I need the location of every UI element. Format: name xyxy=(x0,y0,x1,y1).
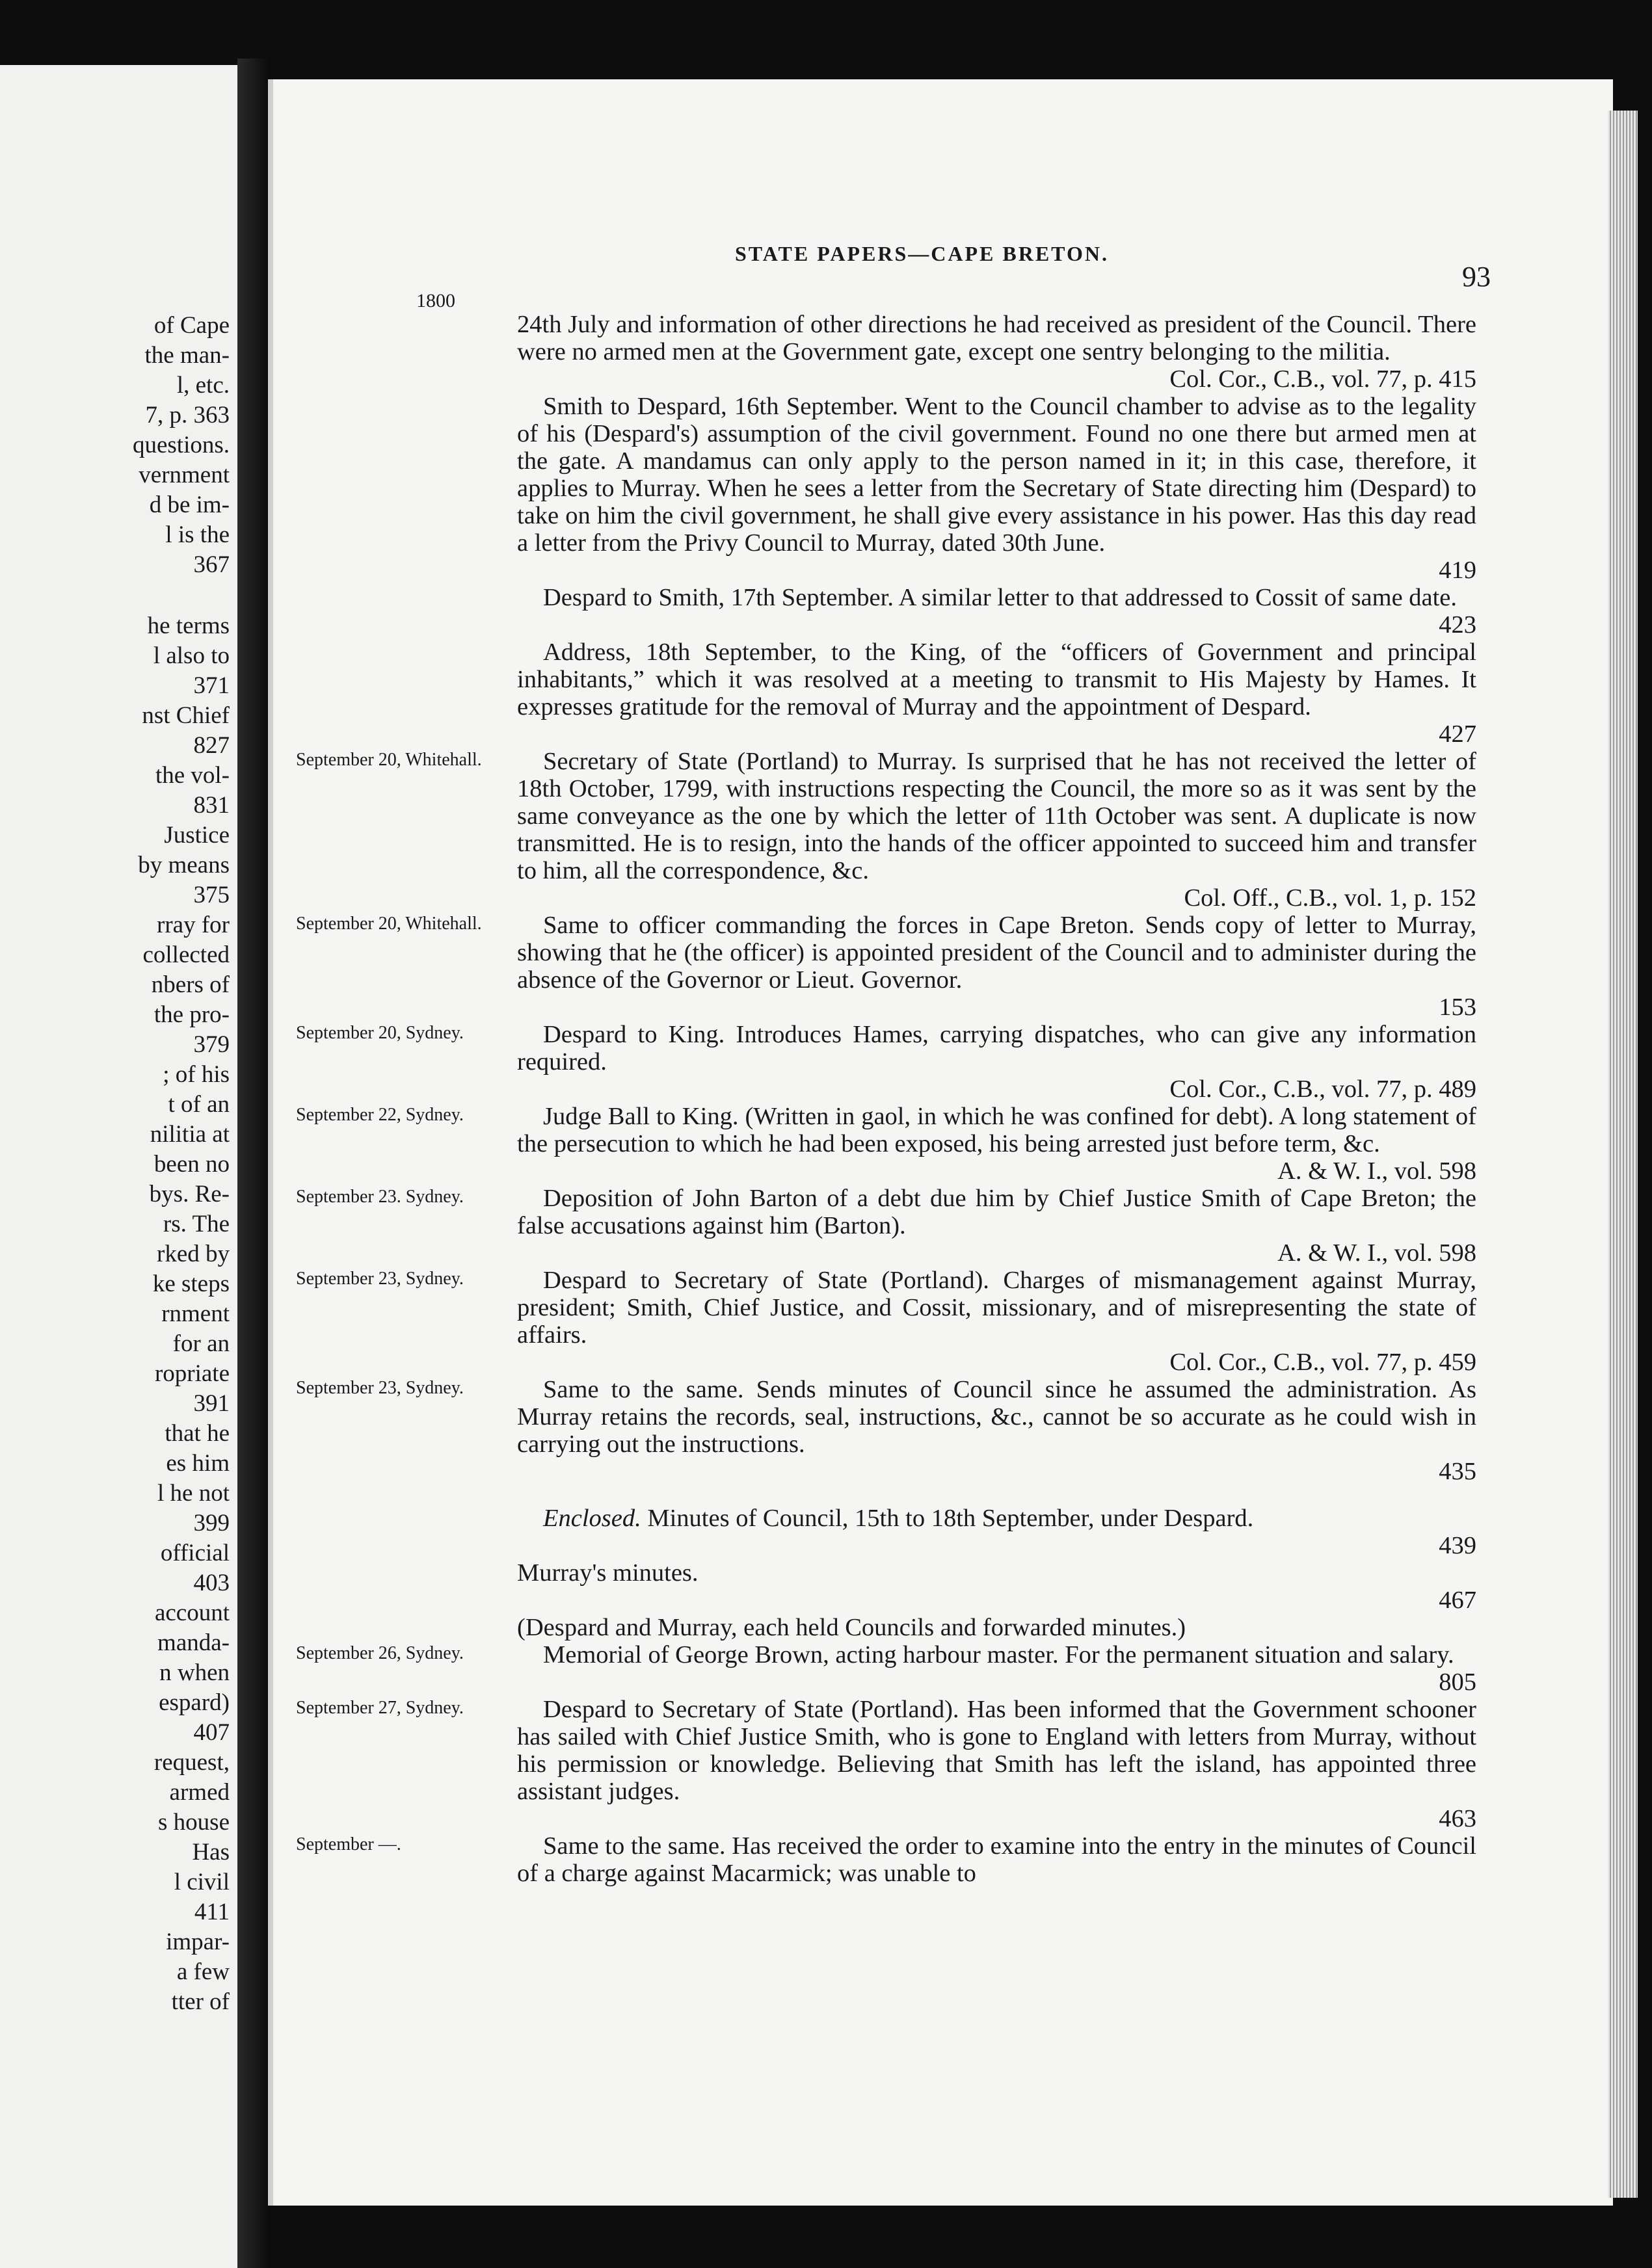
entry-date: September 23, Sydney. xyxy=(296,1269,464,1289)
enclosed-line: Murray's minutes. xyxy=(517,1559,699,1587)
left-page-fragment: collected xyxy=(142,942,230,968)
calendar-entry xyxy=(296,912,1476,1021)
entry-reference: 423 xyxy=(1439,611,1476,639)
left-page-fragment: ; of his xyxy=(163,1061,230,1088)
entry-text: Same to the same. Sends minutes of Council since he assumed the administration. As Murray retains the records, seal, instructions, &c., cannot be so accurate as he could wish in carrying out the instructions. xyxy=(517,1376,1476,1458)
left-page-fragment: the man- xyxy=(144,342,230,369)
entry-text: Judge Ball to King. (Written in gaol, in which he was confined for debt). A long statement of the persecution to which he had been exposed, his being arrested just before term, &c. xyxy=(517,1103,1476,1157)
left-page-fragment: 407 xyxy=(193,1719,230,1746)
left-page-fragment: official xyxy=(160,1540,230,1566)
left-page-fragment: he terms xyxy=(147,613,230,639)
left-page-fragment: rray for xyxy=(157,912,230,938)
entry-reference: Col. Cor., C.B., vol. 77, p. 459 xyxy=(1169,1349,1476,1376)
calendar-entry xyxy=(517,393,1476,584)
left-page-fragment: l is the xyxy=(165,521,230,548)
enclosed-reference: 467 xyxy=(1439,1587,1476,1614)
left-page-fragment: the pro- xyxy=(153,1001,230,1028)
left-page-fragment: questions. xyxy=(132,432,230,458)
entry-text: Despard to Smith, 17th September. A similar letter to that addressed to Cossit of same date. xyxy=(543,584,1458,611)
left-page-fragment: ke steps xyxy=(152,1271,230,1297)
calendar-entry xyxy=(296,1696,1476,1832)
enclosed-block xyxy=(517,1505,1476,1641)
left-page-fragment: d be im- xyxy=(149,492,230,518)
calendar-entry xyxy=(517,584,1476,639)
year-marginal: 1800 xyxy=(416,290,455,311)
left-page-fragment: rs. The xyxy=(163,1211,230,1237)
left-page-fragment: 379 xyxy=(193,1031,230,1058)
left-page-fragment: espard) xyxy=(159,1689,230,1716)
left-page-fragment: that he xyxy=(165,1420,230,1447)
left-page-fragment: tter of xyxy=(171,1988,230,2015)
left-page-fragment: vernment xyxy=(139,462,230,488)
left-page-fragment: 7, p. 363 xyxy=(145,402,230,429)
entry-reference: A. & W. I., vol. 598 xyxy=(1277,1239,1476,1267)
left-page-fragment: request, xyxy=(153,1749,230,1776)
calendar-entry xyxy=(296,1641,1476,1696)
left-page-fragment: nbers of xyxy=(151,971,230,998)
entry-text: Same to the same. Has received the order to examine into the entry in the minutes of Council of a charge against Macarmick; was unable to xyxy=(517,1832,1476,1887)
entry-text: Despard to Secretary of State (Portland). Has been informed that the Government schooner has sailed with Chief Justice Smith, who is gone to England with letters from Murray, without his permission or knowledge. Believing that Smith has left the island, has appointed three assistant judges. xyxy=(517,1696,1476,1805)
calendar-entry xyxy=(517,311,1476,393)
entry-reference: Col. Cor., C.B., vol. 77, p. 489 xyxy=(1169,1075,1476,1103)
enclosed-label: Enclosed. xyxy=(543,1505,641,1532)
calendar-entry xyxy=(296,1103,1476,1185)
entry-text: Despard to Secretary of State (Portland). Charges of mismanagement against Murray, president; Smith, Chief Justice, and Cossit, missionary, and of misrepresenting the state of affairs. xyxy=(517,1267,1476,1349)
entry-reference: Col. Cor., C.B., vol. 77, p. 415 xyxy=(1169,365,1476,393)
page-edges xyxy=(1608,111,1638,2198)
left-page-fragment: nilitia at xyxy=(150,1121,230,1148)
entry-reference: 463 xyxy=(1439,1805,1476,1832)
left-page-fragment: l, etc. xyxy=(176,372,230,399)
left-page-fragment: Has xyxy=(192,1839,230,1866)
entry-reference: 153 xyxy=(1439,994,1476,1021)
entry-date: September 20, Whitehall. xyxy=(296,750,482,770)
left-facing-page xyxy=(0,65,239,2268)
left-page-fragment: l civil xyxy=(174,1869,230,1895)
calendar-entry xyxy=(517,639,1476,748)
entry-text: Address, 18th September, to the King, of the “officers of Government and principal inhabitants,” which it was resolved at a meeting to transmit to His Majesty by Hames. It expresses gratitude for the removal of Murray and the appointment of Despard. xyxy=(517,639,1476,720)
entry-text: 24th July and information of other directions he had received as president of the Council. There were no armed men at the Government gate, except one sentry belonging to the militia. xyxy=(517,311,1476,365)
left-page-fragment: been no xyxy=(153,1151,230,1178)
entry-reference: Col. Off., C.B., vol. 1, p. 152 xyxy=(1184,884,1476,912)
left-page-fragment: by means xyxy=(138,852,230,878)
left-page-fragment: of Cape xyxy=(153,312,230,339)
left-page-fragment: armed xyxy=(169,1779,230,1806)
left-page-fragment: 831 xyxy=(193,792,230,819)
left-page-fragment: a few xyxy=(176,1958,230,1985)
entry-date: September 23, Sydney. xyxy=(296,1378,464,1398)
left-page-fragment: rnment xyxy=(161,1300,230,1327)
enclosed-reference: 439 xyxy=(1439,1532,1476,1559)
left-page-fragment: bys. Re- xyxy=(149,1181,230,1207)
left-page-fragment: 371 xyxy=(193,672,230,699)
entry-text: Secretary of State (Portland) to Murray. Is surprised that he has not received the letter of 18th October, 1799, with instructions respecting the Council, the more so as it was sent by the same conveyance as the one by which the letter of 11th October was sent. A duplicate is now transmitted. He is to resign, into the hands of the officer appointed to succeed him and transfer to him, all the correspondence, &c. xyxy=(517,748,1476,884)
left-page-fragment: for an xyxy=(172,1330,230,1357)
left-page-fragment: rked by xyxy=(157,1241,230,1267)
entry-reference: 419 xyxy=(1439,557,1476,584)
left-page-fragment: 391 xyxy=(193,1390,230,1417)
calendar-entry xyxy=(296,1185,1476,1267)
left-page-fragment: s house xyxy=(158,1809,230,1836)
left-page-fragment: account xyxy=(154,1600,230,1626)
enclosed-text: Minutes of Council, 15th to 18th September, under Despard. xyxy=(647,1505,1254,1532)
calendar-entry xyxy=(296,1832,1476,1887)
calendar-entry xyxy=(296,1376,1476,1485)
left-page-fragment: 367 xyxy=(193,551,230,578)
calendar-entry xyxy=(296,1021,1476,1103)
entry-text: Smith to Despard, 16th September. Went to the Council chamber to advise as to the legality of his (Despard's) assumption of the civil government. Found no one there but armed men at the gate. A mandamus can only apply to the person named in it; in this case, therefore, it applies to Murray. When he sees a letter from the Secretary of State directing him (Despard) to take on him the civil government, he shall give every assistance in his power. Has this day read a letter from the Privy Council to Murray, dated 30th June. xyxy=(517,393,1476,557)
left-page-fragment: 411 xyxy=(194,1899,230,1925)
enclosed-note: (Despard and Murray, each held Councils and forwarded minutes.) xyxy=(517,1614,1186,1641)
calendar-entry xyxy=(296,748,1476,912)
left-page-fragment: 827 xyxy=(193,732,230,759)
left-page-fragment: 403 xyxy=(193,1570,230,1596)
left-page-fragment: Justice xyxy=(164,822,230,849)
entry-text: Same to officer commanding the forces in Cape Breton. Sends copy of letter to Murray, showing that he (the officer) is appointed president of the Council and to administer during the absence of the Governor or Lieut. Governor. xyxy=(517,912,1476,994)
left-page-fragment: manda- xyxy=(157,1629,230,1656)
entry-text: Deposition of John Barton of a debt due him by Chief Justice Smith of Cape Breton; the false accusations against him (Barton). xyxy=(517,1185,1476,1239)
entry-reference: 435 xyxy=(1439,1458,1476,1485)
calendar-entries xyxy=(296,311,1476,1887)
left-page-fragment: 399 xyxy=(193,1510,230,1536)
entry-date: September 22, Sydney. xyxy=(296,1105,464,1125)
page-number: 93 xyxy=(1462,261,1491,293)
entry-date: September 23. Sydney. xyxy=(296,1187,464,1207)
entry-text: Memorial of George Brown, acting harbour master. For the permanent situation and salary. xyxy=(543,1641,1454,1668)
entry-reference: A. & W. I., vol. 598 xyxy=(1277,1157,1476,1185)
left-page-fragment: l he not xyxy=(157,1480,230,1507)
entry-date: September 20, Whitehall. xyxy=(296,914,482,934)
calendar-entry xyxy=(296,1267,1476,1376)
left-page-fragment: impar- xyxy=(166,1929,230,1955)
entry-date: September 20, Sydney. xyxy=(296,1023,464,1043)
left-page-fragment: es him xyxy=(166,1450,230,1477)
left-page-fragment: nst Chief xyxy=(142,702,230,729)
left-page-fragment: n when xyxy=(159,1659,230,1686)
enclosed-line xyxy=(517,1505,1476,1532)
entry-reference: 427 xyxy=(1439,720,1476,748)
entry-text: Despard to King. Introduces Hames, carrying dispatches, who can give any information required. xyxy=(517,1021,1476,1075)
left-page-fragment: ropriate xyxy=(154,1360,230,1387)
left-page-fragment: 375 xyxy=(193,882,230,908)
entry-reference: 805 xyxy=(1439,1668,1476,1696)
book-gutter xyxy=(237,59,270,2268)
left-page-fragment: l also to xyxy=(153,642,230,669)
entry-date: September 27, Sydney. xyxy=(296,1698,464,1718)
left-page-fragment: the vol- xyxy=(155,762,230,789)
running-head: STATE PAPERS—CAPE BRETON. xyxy=(735,242,1109,265)
entry-date: September 26, Sydney. xyxy=(296,1643,464,1663)
left-page-fragment: t of an xyxy=(168,1091,230,1118)
entry-date: September —. xyxy=(296,1834,401,1854)
